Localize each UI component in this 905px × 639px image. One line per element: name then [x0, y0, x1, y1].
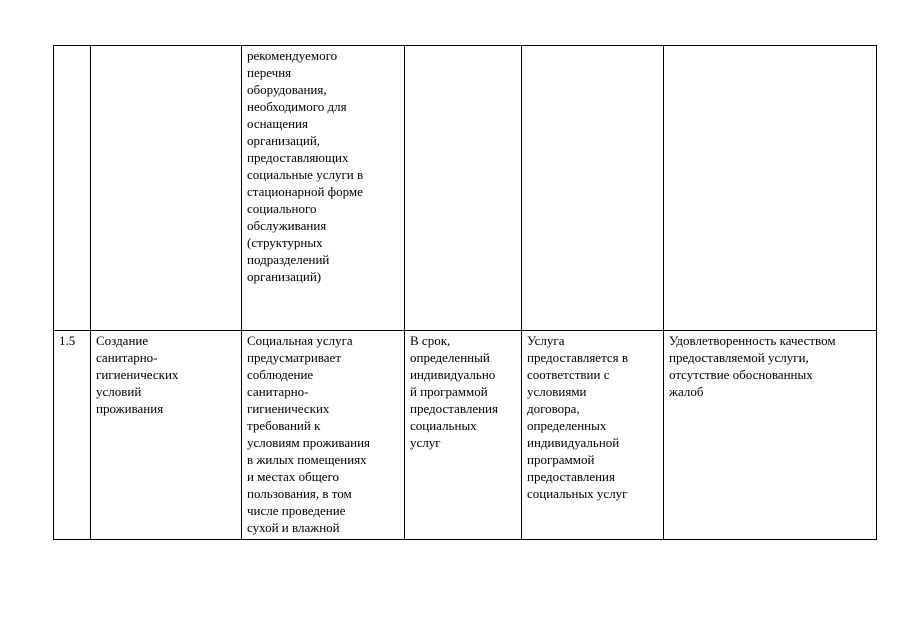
service-deadline-cell	[405, 46, 522, 331]
service-conditions-cell	[522, 46, 664, 331]
service-conditions-cell: Услуга предоставляется в соответствии с условиями договора, определенных индивидуальной программой предоставления социальных услуг	[522, 331, 664, 540]
row-number-cell: 1.5	[54, 331, 91, 540]
row-number-cell	[54, 46, 91, 331]
service-name-cell: Создание санитарно- гигиенических условий проживания	[91, 331, 242, 540]
table-row	[54, 331, 877, 540]
table-row	[54, 46, 877, 331]
service-name-cell	[91, 46, 242, 331]
service-description-cell: Социальная услуга предусматривает соблюдение санитарно- гигиенических требований к условиям проживания в жилых помещениях и местах общего пользования, в том числе проведение сухой и влажной	[242, 331, 405, 540]
service-description-cell: рекомендуемого перечня оборудования, необходимого для оснащения организаций, предоставляющих социальные услуги в стационарной форме социального обслуживания (структурных подразделений организаций)	[242, 46, 405, 331]
quality-indicator-cell	[664, 46, 877, 331]
quality-indicator-cell: Удовлетворенность качеством предоставляемой услуги, отсутствие обоснованных жалоб	[664, 331, 877, 540]
services-table	[53, 45, 877, 540]
service-deadline-cell: В срок, определенный индивидуально й программой предоставления социальных услуг	[405, 331, 522, 540]
